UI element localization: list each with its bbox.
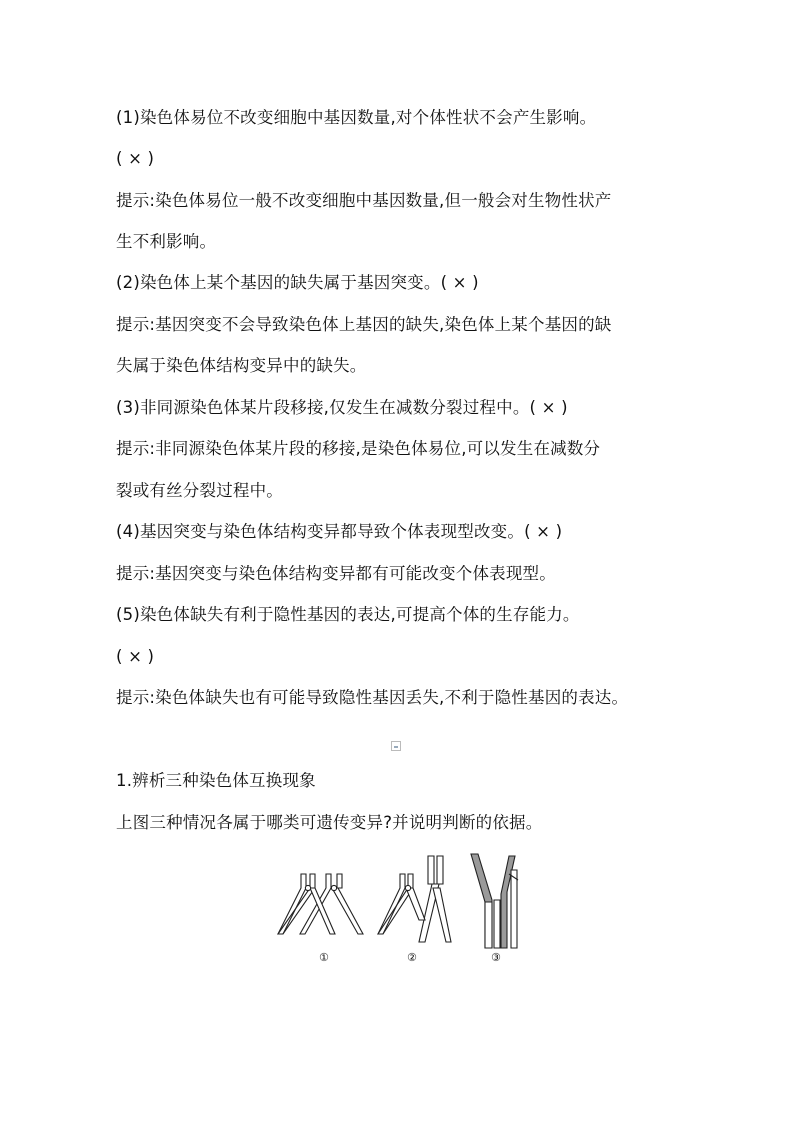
fig2-arm-c [428, 856, 434, 884]
q5-hint: 提示:染色体缺失也有可能导致隐性基因丢失,不利于隐性基因的表达。 [116, 688, 629, 707]
q2-hint-line1: 提示:基因突变不会导致染色体上基因的缺失,染色体上某个基因的缺 [116, 315, 612, 334]
fig3-white-mid [494, 900, 500, 948]
q1-hint-line2: 生不利影响。 [116, 232, 217, 251]
q5-answer: ( × ) [116, 647, 155, 666]
chromosome-figure [275, 850, 525, 970]
fig3-white-left [485, 902, 492, 948]
figure-2-translocation [378, 856, 451, 942]
fig3-white-right [511, 870, 517, 948]
fig2-arm-a [378, 874, 405, 934]
q2-text: (2)染色体上某个基因的缺失属于基因突变。( × ) [116, 273, 479, 292]
q1-answer: ( × ) [116, 149, 155, 168]
q3-hint-line2: 裂或有丝分裂过程中。 [116, 481, 283, 500]
fig2-arm-f [433, 888, 451, 942]
fig1-arm-a [278, 874, 306, 934]
q5-text: (5)染色体缺失有利于隐性基因的表达,可提高个体的生存能力。 [116, 605, 580, 624]
broken-image-icon [391, 741, 401, 751]
q2-hint-line2: 失属于染色体结构变异中的缺失。 [116, 356, 367, 375]
section-title: 1.辨析三种染色体互换现象 [116, 771, 316, 790]
q3-text: (3)非同源染色体某片段移接,仅发生在减数分裂过程中。( × ) [116, 398, 568, 417]
fig2-arm-g [406, 888, 425, 920]
figure-label-2: ② [407, 951, 417, 964]
fig1-centromere-left [305, 885, 310, 890]
fig2-arm-d [437, 856, 443, 884]
q4-text: (4)基因突变与染色体结构变异都导致个体表现型改变。( × ) [116, 522, 563, 541]
fig1-arm-f [337, 874, 342, 888]
q1-hint-line1: 提示:染色体易位一般不改变细胞中基因数量,但一般会对生物性状产 [116, 191, 612, 210]
figure-label-1: ① [319, 951, 329, 964]
section-question: 上图三种情况各属于哪类可遗传变异?并说明判断的依据。 [116, 813, 543, 832]
q3-hint-line1: 提示:非同源染色体某片段的移接,是染色体易位,可以发生在减数分 [116, 439, 601, 458]
figure-label-3: ③ [491, 951, 501, 964]
fig1-arm-d [332, 888, 363, 934]
q1-text: (1)染色体易位不改变细胞中基因数量,对个体性状不会产生影响。 [116, 108, 597, 127]
figure-1-crossover [278, 874, 363, 934]
chromosome-diagram [275, 850, 525, 950]
fig1-centromere-right [331, 885, 336, 890]
fig2-centromere [405, 885, 410, 890]
q4-hint: 提示:基因突变与染色体结构变异都有可能改变个体表现型。 [116, 564, 556, 583]
figure-3-inversion [471, 854, 518, 948]
